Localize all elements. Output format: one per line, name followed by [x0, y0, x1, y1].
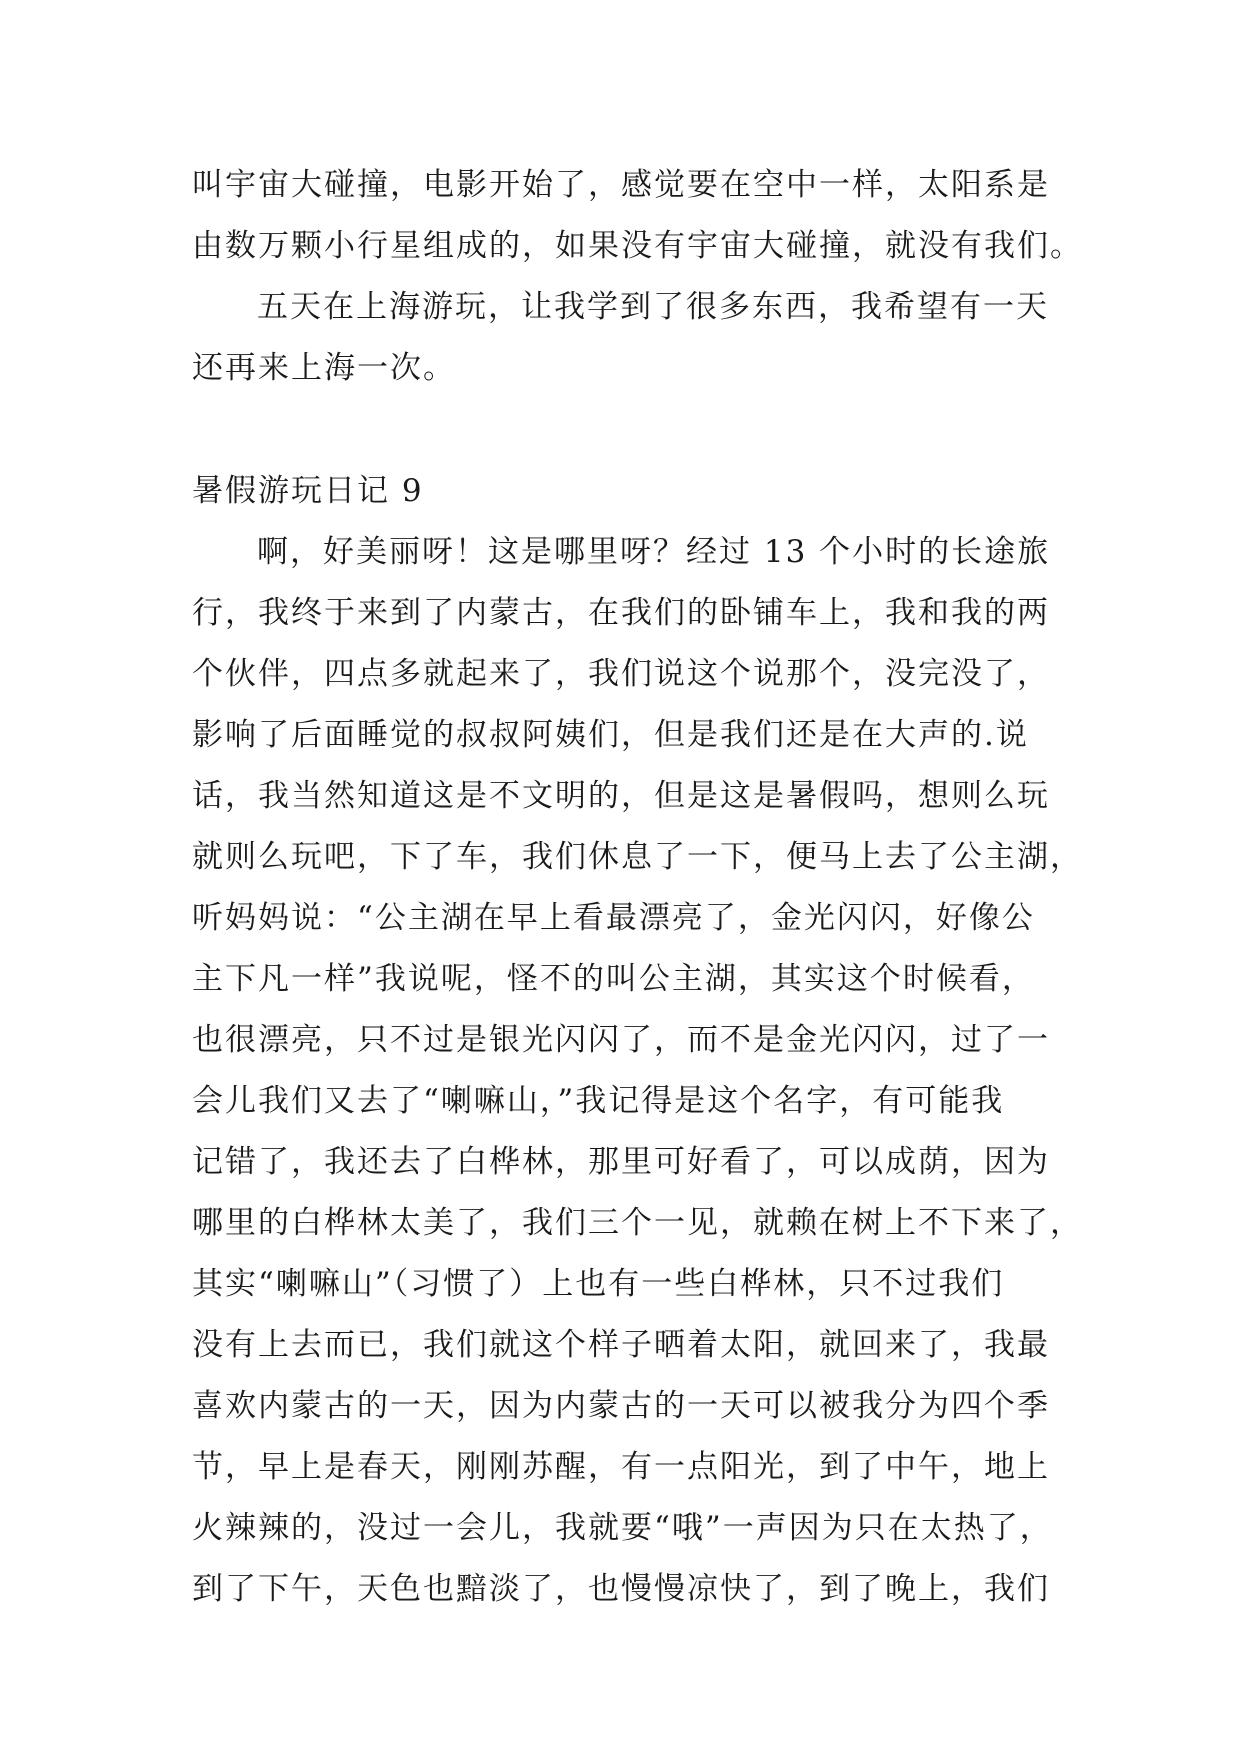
text-line: 哪里的白桦林太美了，我们三个一见，就赖在树上不下来了，	[192, 1205, 1083, 1241]
text-line: 还再来上海一次。	[192, 350, 456, 386]
text-line: 火辣辣的，没过一会儿，我就要“哦”一声因为只在太热了，	[192, 1510, 1053, 1546]
text-line: 喜欢内蒙古的一天，因为内蒙古的一天可以被我分为四个季	[192, 1388, 1050, 1424]
text-line: 没有上去而已，我们就这个样子晒着太阳，就回来了，我最	[192, 1327, 1050, 1363]
text-line: 记错了，我还去了白桦林，那里可好看了，可以成荫，因为	[192, 1144, 1050, 1180]
text-line: 叫宇宙大碰撞，电影开始了，感觉要在空中一样，太阳系是	[192, 167, 1050, 203]
text-line: 啊，好美丽呀！这是哪里呀？经过 13 个小时的长途旅	[257, 534, 1051, 570]
text-line: 其实“喇嘛山”（习惯了）上也有一些白桦林，只不过我们	[192, 1266, 1005, 1302]
text-line: 主下凡一样”我说呢，怪不的叫公主湖，其实这个时候看，	[192, 961, 1035, 997]
text-line: 五天在上海游玩，让我学到了很多东西，我希望有一天	[257, 289, 1049, 325]
text-line: 节，早上是春天，刚刚苏醒，有一点阳光，到了中午，地上	[192, 1449, 1050, 1485]
text-line: 话，我当然知道这是不文明的，但是这是暑假吗，想则么玩	[192, 778, 1050, 814]
text-line: 也很漂亮，只不过是银光闪闪了，而不是金光闪闪，过了一	[192, 1022, 1050, 1058]
text-line: 行，我终于来到了内蒙古，在我们的卧铺车上，我和我的两	[192, 595, 1050, 631]
text-line: 会儿我们又去了“喇嘛山，”我记得是这个名字，有可能我	[192, 1083, 1005, 1119]
text-line: 由数万颗小行星组成的，如果没有宇宙大碰撞，就没有我们。	[192, 228, 1083, 264]
text-line: 听妈妈说：“公主湖在早上看最漂亮了，金光闪闪，好像公	[192, 900, 1035, 936]
text-line: 到了下午，天色也黯淡了，也慢慢凉快了，到了晚上，我们	[192, 1571, 1050, 1607]
text-line: 就则么玩吧，下了车，我们休息了一下，便马上去了公主湖，	[192, 839, 1083, 875]
section-title: 暑假游玩日记 9	[192, 473, 424, 509]
text-line: 影响了后面睡觉的叔叔阿姨们，但是我们还是在大声的.说	[192, 717, 1029, 753]
text-line: 个伙伴，四点多就起来了，我们说这个说那个，没完没了，	[192, 656, 1050, 692]
